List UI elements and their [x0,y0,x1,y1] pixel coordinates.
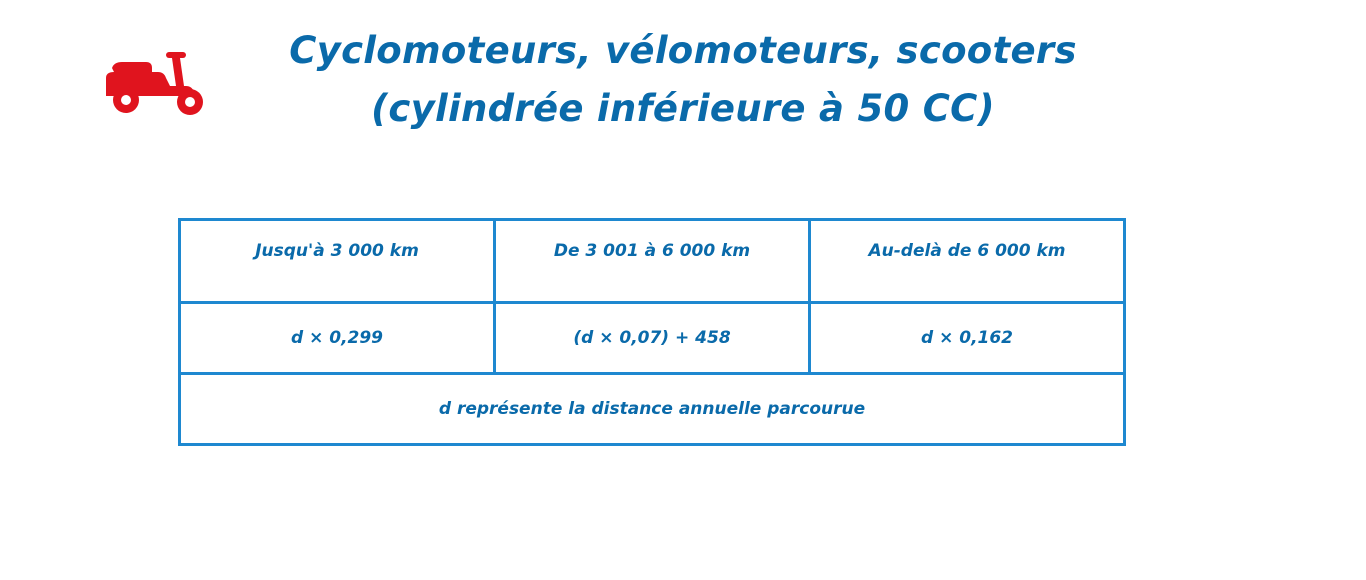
title-line-2: (cylindrée inférieure à 50 CC) [371,87,995,130]
formula-cell-2: d × 0,162 [810,303,1125,374]
table-header-row [180,220,1125,303]
table-note: d représente la distance annuelle parcourue [180,374,1125,445]
table-row [180,303,1125,374]
header-cell-1: De 3 001 à 6 000 km [495,220,810,303]
formula-cell-0: d × 0,299 [180,303,495,374]
page-title [180,22,1186,138]
rates-table [178,218,1126,446]
formula-cell-1: (d × 0,07) + 458 [495,303,810,374]
table-note-row [180,374,1125,445]
header-cell-0: Jusqu'à 3 000 km [180,220,495,303]
title-line-1: Cyclomoteurs, vélomoteurs, scooters [289,29,1077,72]
header-cell-2: Au-delà de 6 000 km [810,220,1125,303]
